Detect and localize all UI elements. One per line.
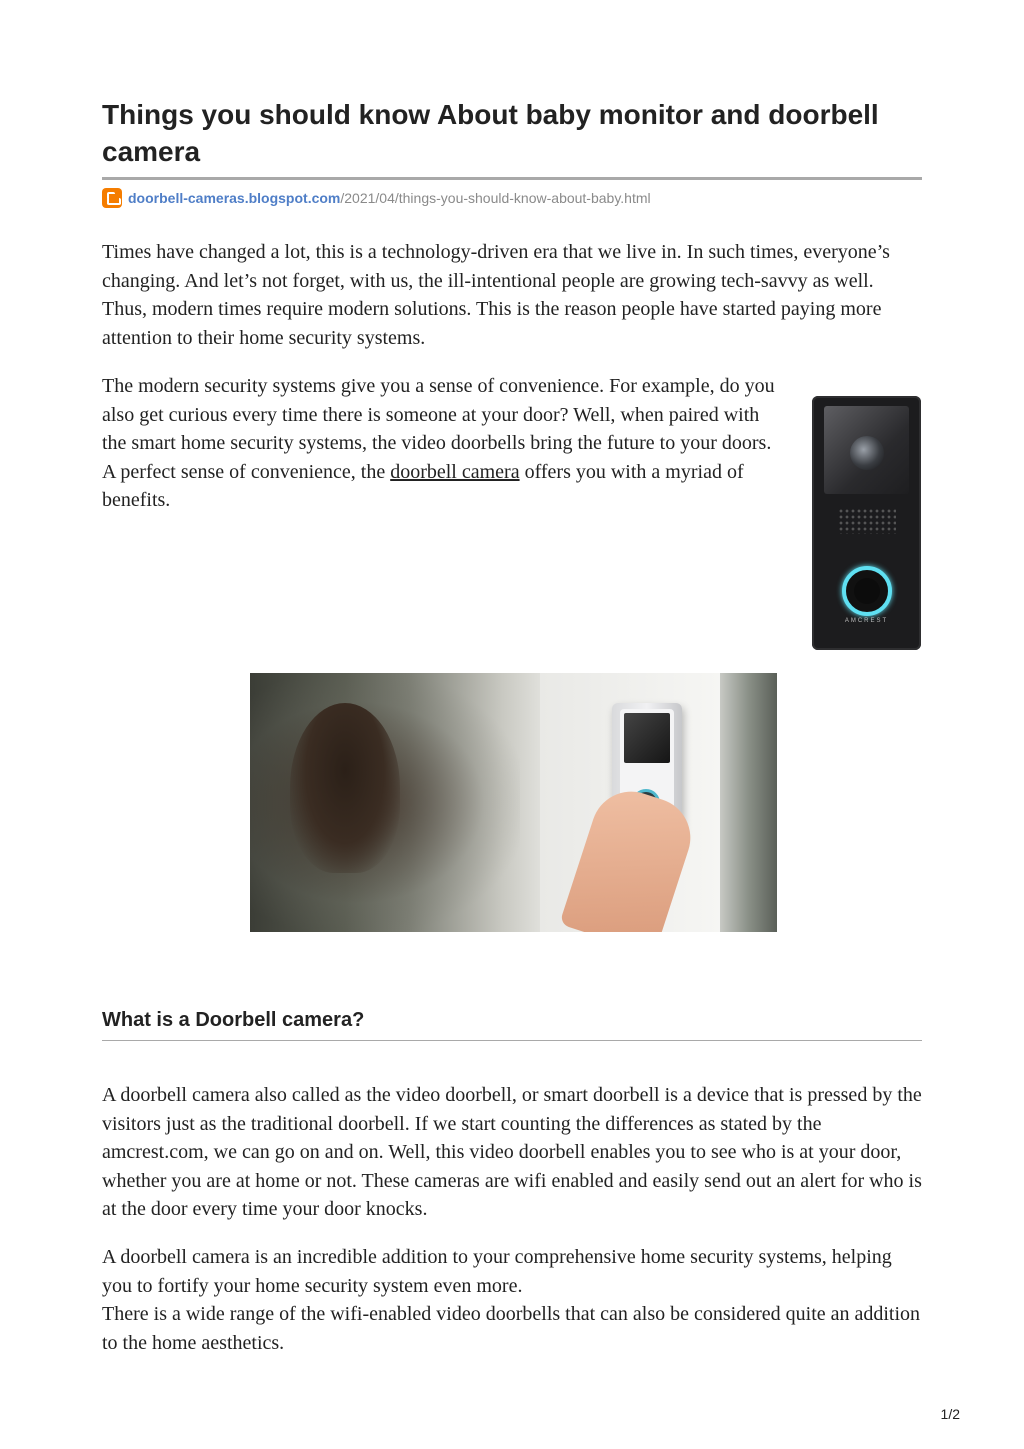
paragraph-definition: A doorbell camera also called as the video doorbell, or smart doorbell is a device that is pressed by the visitors just as the traditional doorbell. If we start counting the differences as stated by the amcrest.com, we can go on and on. Well, this video doorbell enables you to see who is at your door, whether you are at home or not. These cameras are wifi enabled and easily send out an alert for who is at the door every time your door knocks. — [102, 1084, 922, 1220]
source-path[interactable]: /2021/04/things-you-should-know-about-baby.html — [340, 190, 651, 206]
source-link[interactable] — [102, 187, 651, 209]
paragraph-convenience-text: The modern security systems give you a sense of convenience. For example, do you also get curious every time there is someone at your door? Well, when paired with the smart home security systems, the video doorbells bring the future to your doors. A perfect sense of convenience, the — [102, 375, 775, 483]
paragraph-convenience-tail: offers you with a myriad of benefits. — [102, 460, 744, 511]
speaker-grille — [838, 508, 896, 534]
doorbell-scene-photo — [250, 673, 777, 932]
blogger-icon — [102, 188, 122, 208]
doorbell-camera-panel — [824, 406, 909, 494]
scene-doorbell-screen — [624, 713, 670, 763]
camera-lens-icon — [850, 436, 884, 470]
scene-door-frame — [720, 673, 777, 932]
article-title: Things you should know About baby monitor and doorbell camera — [102, 99, 879, 167]
title-divider — [102, 177, 922, 180]
doorbell-product-image — [810, 393, 923, 652]
doorbell-camera-link[interactable]: doorbell camera — [390, 460, 520, 483]
paragraph-aesthetics: There is a wide range of the wifi-enabled video doorbells that can also be considered quite an addition to the home aesthetics. — [102, 1303, 921, 1354]
source-domain[interactable]: doorbell-cameras.blogspot.com — [128, 190, 341, 206]
paragraph-intro: Times have changed a lot, this is a technology-driven era that we live in. In such times, everyone’s changing. And let’s not forget, with us, the ill-intentional people are growing tech-savvy as well. Thus, modern times require modern solutions. This is the reason people have started paying more attention to their home security systems. — [102, 241, 890, 349]
doorbell-button-icon — [842, 566, 892, 616]
product-logo: AMCREST — [844, 618, 889, 624]
section-divider — [102, 1040, 922, 1041]
paragraph-addition: A doorbell camera is an incredible addition to your comprehensive home security systems, helping you to fortify your home security system even more. — [102, 1246, 892, 1297]
doorbell-device — [812, 396, 921, 650]
paragraph-convenience — [102, 372, 782, 515]
section-heading: What is a Doorbell camera? — [102, 1009, 365, 1031]
page-number: 1/2 — [940, 1406, 960, 1422]
scene-visitor-silhouette — [290, 703, 400, 873]
